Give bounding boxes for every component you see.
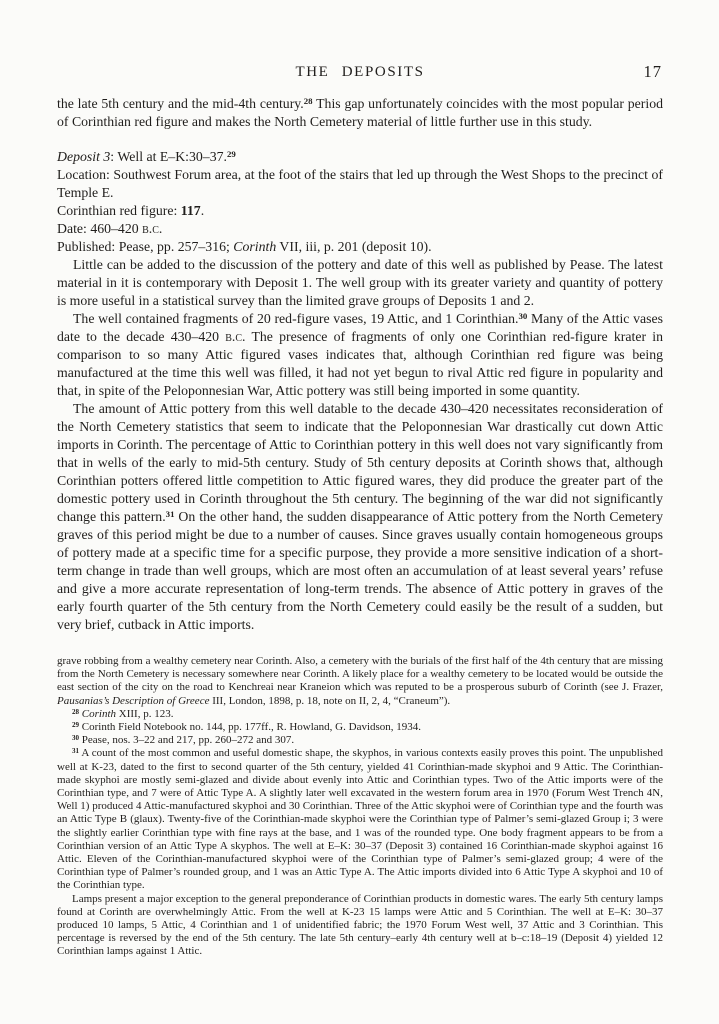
footnote-continuation: grave robbing from a wealthy cemetery near Corinth. Also, a cemetery with the burials of the first half of the 4th century that are missing from the North Cemetery is necessary somewhere near Corinth. A likely place for a wealthy cemetery to be located would be outside the east section of the city on the road to Kenchreai near Kraneion which was reputed to be a prosperous suburb of Corinth (see J. Frazer, Pausanias’s Description of Greece III, London, 1898, p. 18, note on II, 2, 4, “Craneum”).: [57, 655, 663, 707]
footnote-28: $^{28}$ Corinth XIII, p. 123.: [72, 707, 174, 720]
deposit-redfigure-line: Corinthian red figure: 117.: [57, 203, 205, 218]
deposit-location-line: Location: Southwest Forum area, at the foot of the stairs that led up through the West Shops to the precinct of Temple E.: [57, 167, 663, 200]
main-text-column: [57, 95, 663, 959]
paragraph-discussion: Little can be added to the discussion of the pottery and date of this well as published by Pease. The latest material in it is contemporary with Deposit 1. The well group with its greater variety and quantity of pottery is more useful in a statistical survey than the limited grave groups of Deposits 1 and 2.: [57, 257, 663, 308]
continuation-paragraph: the late 5th century and the mid-4th century.$^{28}$ This gap unfortunately coincides with the most popular period of Corinthian red figure and makes the North Cemetery material of little further use in this study.: [57, 96, 663, 129]
page-title: THE DEPOSITS: [295, 64, 425, 80]
footnotes-section: [57, 655, 663, 959]
deposit-date-line: Date: 460–420 b.c.: [57, 221, 163, 236]
running-head: [57, 64, 663, 83]
deposit-heading-block: [57, 148, 663, 256]
footnote-31: $^{31}$ A count of the most common and useful domestic shape, the skyphos, in various contexts easily proves this point. The unpublished well at K-23, dated to the first to second quarter of the 5th century, yielded 41 Corinthian-made skyphoi and 9 Attic. The Corinthian-made skyphoi are mostly semi-glazed and divide about evenly into Attic and Corinthian types. Two of the Attic imports were of the Corinthian type, and 7 were of Attic Type A. A slightly later well excavated in the western forum area in 1970 (Forum West Trench 4N, Well 1) produced 4 Attic-manufactured skyphoi and 30 Corinthian. Three of the Attic skyphoi were of Corinthian type and the fourth was an Attic Type B (glaux). Twenty-five of the Corinthian-made skyphoi were the Corinthian type of Palmer’s semi-glazed Group i; 3 were the slightly earlier Corinthian type with fine rays at the base, and 1 was of the rounded type. One body fragment appears to be from a Corinthian version of an Attic Type A skyphos. The well at E–K: 30–37 (Deposit 3) contained 16 Corinthian-made skyphoi against 16 Attic. Eleven of the Corinthian-manufactured skyphoi were of the Corinthian type of Palmer’s semi-glazed group; 4 were of the Corinthian type of Palmer’s rounded group, and 1 was an Attic Type A. The Attic imports divided into 6 Attic Type A skyphoi and 10 of the Corinthian type.: [57, 747, 663, 892]
deposit-published-line: Published: Pease, pp. 257–316; Corinth VII, iii, p. 201 (deposit 10).: [57, 239, 432, 254]
deposit-title-line: Deposit 3: Well at E–K:30–37.29: [57, 149, 236, 164]
paragraph-attic-pottery: The amount of Attic pottery from this well datable to the decade 430–420 necessitates reconsideration of the North Cemetery statistics that seem to indicate that the Peloponnesian War drastically cut down Attic imports in Corinth. The percentage of Attic to Corinthian pottery in this well does not vary significantly from that in wells of the early to mid-5th century. Study of 5th century deposits at Corinth shows that, although Corinthian potters offered little competition to Attic figured wares, they did produce the greater part of the domestic pottery used in Corinth throughout the 5th century. The beginning of the war did not significantly change this pattern.$^{31}$ On the other hand, the sudden disappearance of Attic pottery from the North Cemetery graves of this period might be due to a number of causes. Since graves usually contain homogeneous groups of pottery made at a specific time for a specific purpose, they provide a more sensitive indication of a short-term change in trade than well groups, which are most often an accumulation of at least several years’ refuse and give a more accurate representation of long-term trends. The absence of Attic pottery in graves of the early fourth quarter of the 5th century from the North Cemetery could easily be the result of a sudden, but very brief, cutback in Attic imports.: [57, 401, 664, 632]
footnote-29: $^{29}$ Corinth Field Notebook no. 144, pp. 177ff., R. Howland, G. Davidson, 1934.: [72, 720, 422, 734]
page-number: 17: [643, 62, 662, 81]
paragraph-well-contents: The well contained fragments of 20 red-figure vases, 19 Attic, and 1 Corinthian.$^{30}$ Many of the Attic vases date to the decade 430–420 b.c. The presence of fragments of only one Corinthian red-figure krater in comparison to so many Attic figured vases indicates that, although Corinthian red figure was being manufactured at the time this well was filled, it had not yet begun to rival Attic red figure in popularity and that, in spite of the Peloponnesian War, Attic pottery was still being imported in some quantity.: [57, 311, 663, 398]
footnote-lamps-paragraph: Lamps present a major exception to the general preponderance of Corinthian products in domestic wares. The early 5th century lamps found at Corinth are overwhelmingly Attic. From the well at K-23 15 lamps were Attic and 5 Corinthian. The well at E–K: 30–37 produced 10 lamps, 5 Attic, 4 Corinthian and 1 of unidentified fabric; the 1970 Forum West well, 37 Attic and 3 Corinthian. This percentage is reversed by the end of the 5th century. The late 5th century–early 4th century well at b–c:18–19 (Deposit 4) yielded 12 Corinthian lamps against 1 Attic.: [57, 892, 663, 958]
footnote-30: $^{30}$ Pease, nos. 3–22 and 217, pp. 260–272 and 307.: [72, 734, 295, 747]
